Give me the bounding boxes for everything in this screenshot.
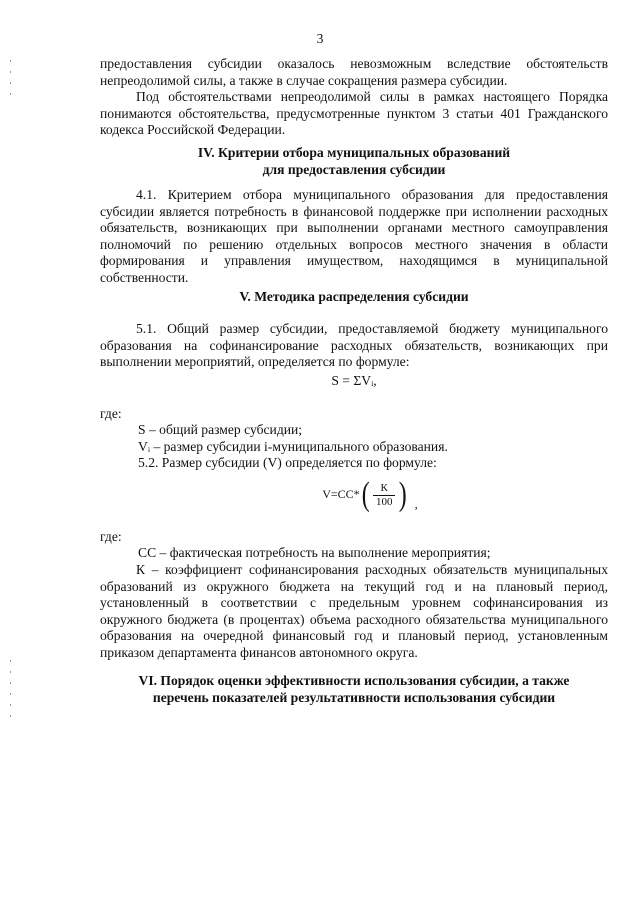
section-6-heading-line2: перечень показателей результативности использования субсидии <box>152 689 556 705</box>
section-6-heading <box>96 673 612 706</box>
formula-operator: * <box>353 486 360 501</box>
paragraph-4-1: 4.1. Критерием отбора муниципального образования для предоставления субсидии является потребность в финансовой поддержке при исполнении расходных обязательств, возникающих при выполнении органами местного самоуправления полномочий по решению отдельных вопросов местного значения в области формирования и управления имуществом, находящимся в муниципальной собственности. <box>100 187 608 285</box>
formula-tail: , <box>414 496 418 511</box>
paragraph-continuation: предоставления субсидии оказалось невозможным вследствие обстоятельств непреодолимой силы, а также в случае сокращения размера субсидии. <box>100 56 608 88</box>
formula-subsidy-size <box>300 478 440 512</box>
page-number: 3 <box>316 31 324 46</box>
formula-fraction <box>373 482 396 509</box>
formula-denominator: 100 <box>375 495 393 508</box>
section-4-heading-line1: IV. Критерии отбора муниципальных образований <box>197 145 511 160</box>
formula-right-paren: ) <box>399 476 408 513</box>
where-label-2: где: <box>100 529 122 544</box>
definition-cc: СС – фактическая потребность на выполнение мероприятия; <box>138 545 491 560</box>
paragraph-force-majeure: Под обстоятельствами непреодолимой силы в рамках настоящего Порядка понимаются обстоятельства, предусмотренные пунктом 3 статьи 401 Гражданского кодекса Российской Федерации. <box>100 89 608 138</box>
definition-k: К – коэффициент софинансирования расходных обязательств муниципальных образований из окружного бюджета на текущий год и на плановый период, установленный в соответствии с предельным уровнем софинансирования из окружного бюджета (в процентах) объема расходного обязательства муниципального образования на очередной финансовый год и плановый период, установленным приказом департамента финансов автономного округа. <box>100 562 608 660</box>
formula-left-paren: ( <box>361 476 370 513</box>
definition-v: Vᵢ – размер субсидии i-муниципального образования. <box>138 439 448 454</box>
section-5-heading: V. Методика распределения субсидии <box>239 289 469 304</box>
section-6-heading-line1: VI. Порядок оценки эффективности использования субсидии, а также <box>138 673 570 688</box>
formula-total-subsidy: S = ΣVᵢ, <box>331 373 377 388</box>
formula-lhs: V=CC <box>322 486 354 501</box>
section-4-heading-line2: для предоставления субсидии <box>262 161 446 177</box>
binder-marks-top <box>10 60 12 104</box>
section-4-heading <box>100 145 608 178</box>
binder-marks-bottom <box>10 660 12 726</box>
paragraph-5-2: 5.2. Размер субсидии (V) определяется по формуле: <box>138 455 437 470</box>
where-label-1: где: <box>100 406 122 421</box>
formula-numerator: К <box>373 482 396 496</box>
paragraph-5-1: 5.1. Общий размер субсидии, предоставляемой бюджету муниципального образования на софинансирование расходных обязательств, возникающих при выполнении мероприятий, определяется по формуле: <box>100 321 608 370</box>
definition-s: S – общий размер субсидии; <box>138 422 303 437</box>
